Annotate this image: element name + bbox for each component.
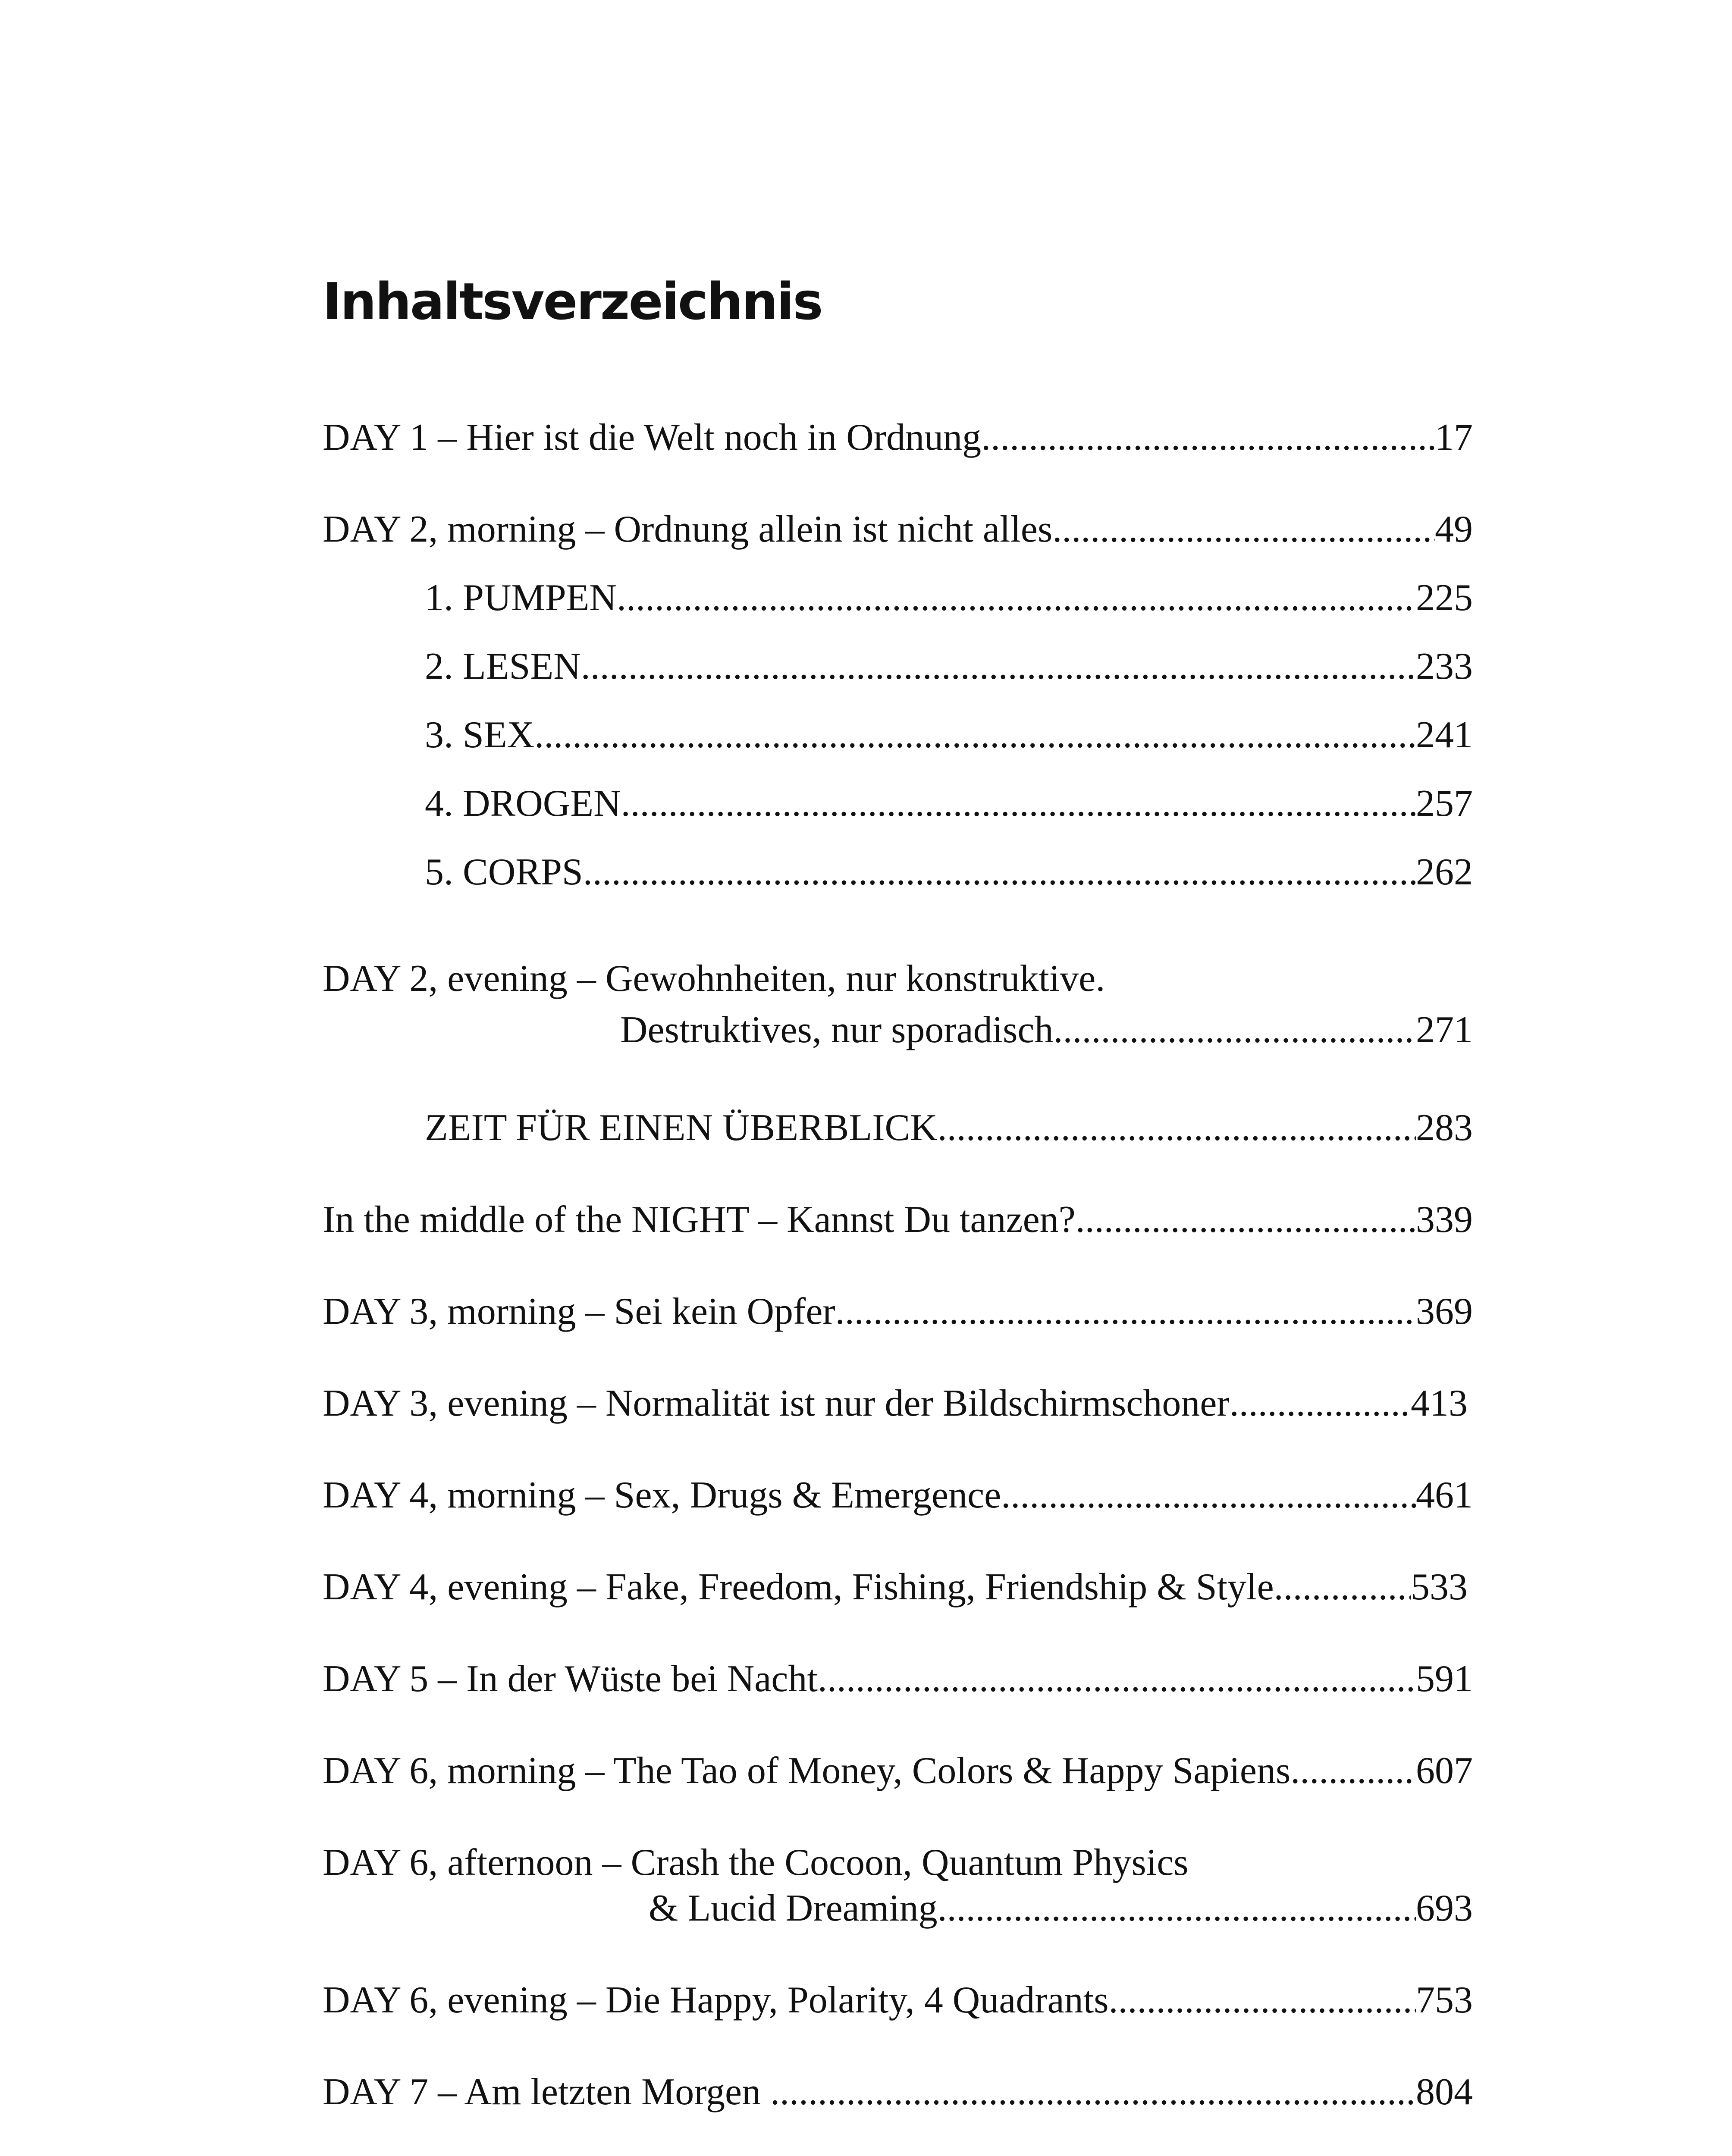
toc-leader-dots bbox=[1052, 508, 1435, 551]
toc-leader-dots bbox=[1230, 1382, 1411, 1425]
toc-leader-dots bbox=[1053, 1009, 1416, 1052]
toc-entry-title: DAY 2, morning – Ordnung allein ist nicht alles bbox=[323, 508, 1053, 550]
toc-entry-page: 262 bbox=[1416, 851, 1473, 893]
toc-entry-page: 607 bbox=[1416, 1750, 1473, 1792]
toc-leader-dots bbox=[621, 782, 1416, 825]
toc-leader-dots bbox=[1076, 1198, 1416, 1241]
toc-heading: Inhaltsverzeichnis bbox=[323, 272, 822, 331]
toc-entry-page: 241 bbox=[1416, 714, 1473, 756]
toc-subentry-corps bbox=[425, 851, 1473, 894]
toc-leader-dots bbox=[938, 1106, 1416, 1150]
toc-leader-dots bbox=[938, 1887, 1416, 1930]
toc-entry-day6-afternoon bbox=[649, 1887, 1473, 1930]
toc-entry-title: DAY 3, evening – Normalität ist nur der Bildschirmschoner bbox=[323, 1382, 1230, 1424]
toc-leader-dots bbox=[581, 645, 1416, 688]
toc-entry-title: 3. SEX bbox=[425, 714, 535, 756]
toc-leader-dots bbox=[583, 851, 1416, 894]
toc-entry-page: 339 bbox=[1416, 1199, 1473, 1241]
toc-entry-day4-evening bbox=[323, 1566, 1468, 1609]
toc-entry-title: 2. LESEN bbox=[425, 646, 581, 687]
toc-entry-title: DAY 6, evening – Die Happy, Polarity, 4 Quadrants bbox=[323, 1979, 1109, 2021]
toc-leader-dots bbox=[818, 1658, 1416, 1701]
toc-entry-page: 369 bbox=[1416, 1291, 1473, 1332]
toc-entry-page: 693 bbox=[1416, 1887, 1473, 1929]
toc-entry-title: DAY 4, morning – Sex, Drugs & Emergence bbox=[323, 1474, 1001, 1516]
toc-entry-title: DAY 1 – Hier ist die Welt noch in Ordnung bbox=[323, 417, 982, 458]
toc-entry-ueberblick bbox=[425, 1106, 1473, 1150]
toc-leader-dots bbox=[617, 577, 1416, 620]
toc-entry-page: 283 bbox=[1416, 1107, 1473, 1149]
toc-entry-day6-morning bbox=[323, 1749, 1473, 1792]
toc-entry-title: DAY 7 – Am letzten Morgen bbox=[323, 2071, 770, 2113]
toc-entry-title: 1. PUMPEN bbox=[425, 577, 617, 619]
toc-entry-title: DAY 6, morning – The Tao of Money, Colors & Happy Sapiens bbox=[323, 1750, 1291, 1792]
toc-leader-dots bbox=[534, 714, 1416, 757]
toc-entry-day2-morning bbox=[323, 508, 1473, 551]
toc-entry-day2-evening bbox=[620, 1009, 1473, 1052]
toc-entry-day7 bbox=[323, 2071, 1473, 2114]
toc-entry-page: 257 bbox=[1416, 783, 1473, 824]
toc-leader-dots bbox=[1274, 1566, 1411, 1609]
toc-entry-title: DAY 5 – In der Wüste bei Nacht bbox=[323, 1658, 818, 1700]
toc-entry-page: 533 bbox=[1411, 1566, 1468, 1608]
toc-entry-title: 5. CORPS bbox=[425, 851, 583, 893]
toc-entry-night bbox=[323, 1198, 1473, 1241]
toc-entry-page: 17 bbox=[1435, 417, 1473, 458]
toc-entry-title: 4. DROGEN bbox=[425, 783, 621, 824]
toc-entry-day3-morning bbox=[323, 1290, 1473, 1333]
toc-entry-page: 49 bbox=[1435, 508, 1473, 550]
toc-entry-title: ZEIT FÜR EINEN ÜBERBLICK bbox=[425, 1107, 938, 1149]
toc-leader-dots bbox=[981, 416, 1435, 459]
toc-entry-page: 271 bbox=[1416, 1009, 1473, 1051]
toc-entry-day6-evening bbox=[323, 1979, 1473, 2022]
toc-entry-day5 bbox=[323, 1658, 1473, 1701]
toc-entry-page: 225 bbox=[1416, 577, 1473, 619]
toc-subentry-lesen bbox=[425, 645, 1473, 688]
toc-subentry-pumpen bbox=[425, 577, 1473, 620]
toc-entry-title: In the middle of the NIGHT – Kannst Du tanzen? bbox=[323, 1199, 1076, 1241]
toc-entry-title: DAY 4, evening – Fake, Freedom, Fishing, Friendship & Style bbox=[323, 1566, 1274, 1608]
toc-entry-title-continued: & Lucid Dreaming bbox=[649, 1887, 938, 1929]
toc-entry-day4-morning bbox=[323, 1474, 1473, 1517]
toc-entry-page: 753 bbox=[1416, 1979, 1473, 2021]
toc-entry-page: 413 bbox=[1411, 1382, 1468, 1424]
toc-leader-dots bbox=[1108, 1979, 1416, 2022]
toc-leader-dots bbox=[1290, 1749, 1416, 1792]
toc-entry-page: 233 bbox=[1416, 646, 1473, 687]
toc-entry-page: 461 bbox=[1416, 1474, 1473, 1516]
toc-entry-day2-evening-title: DAY 2, evening – Gewohnheiten, nur konstruktive. bbox=[323, 958, 1105, 1000]
toc-entry-day1 bbox=[323, 416, 1473, 459]
toc-subentry-sex bbox=[425, 714, 1473, 757]
toc-entry-day3-evening bbox=[323, 1382, 1468, 1425]
toc-entry-page: 804 bbox=[1416, 2071, 1473, 2113]
toc-subentry-drogen bbox=[425, 782, 1473, 825]
toc-entry-day6-afternoon-title: DAY 6, afternoon – Crash the Cocoon, Quantum Physics bbox=[323, 1842, 1189, 1883]
toc-leader-dots bbox=[770, 2071, 1416, 2114]
toc-leader-dots bbox=[1001, 1474, 1416, 1517]
toc-leader-dots bbox=[835, 1290, 1416, 1333]
toc-entry-page: 591 bbox=[1416, 1658, 1473, 1700]
toc-entry-title-continued: Destruktives, nur sporadisch bbox=[620, 1009, 1054, 1051]
toc-entry-title: DAY 3, morning – Sei kein Opfer bbox=[323, 1291, 835, 1332]
